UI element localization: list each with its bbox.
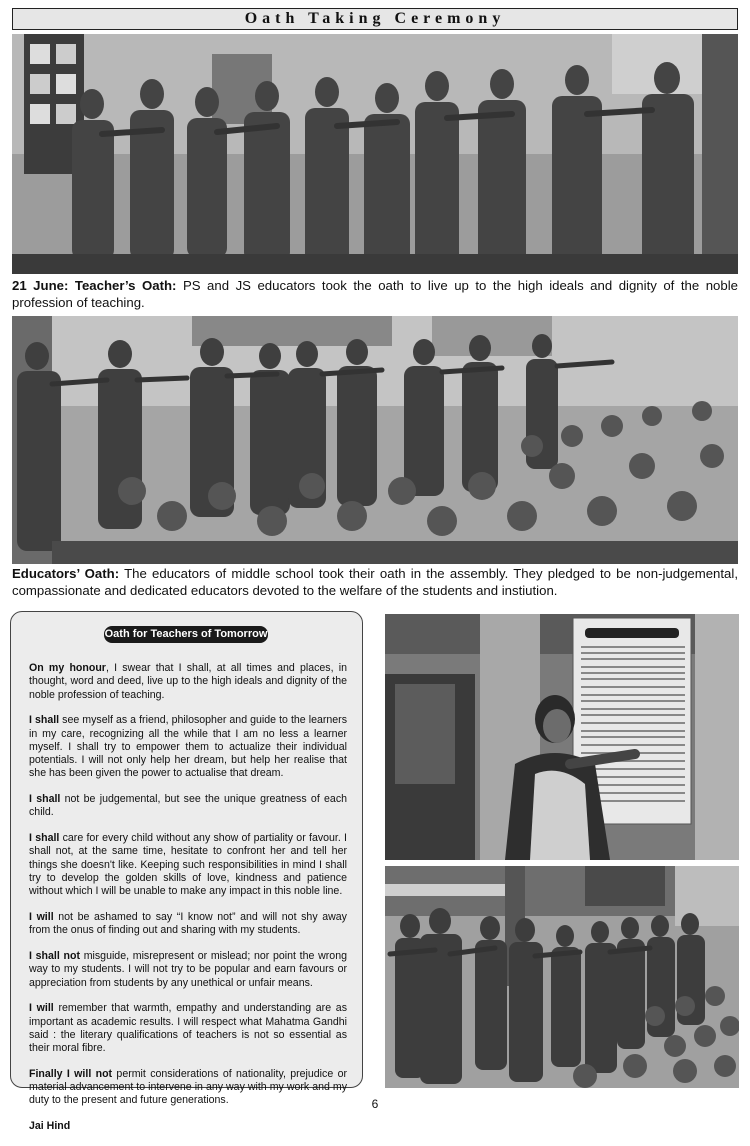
caption-text: PS and JS educators took the oath to live up to the high ideals and dignity of the noble profession of teaching. (12, 278, 738, 310)
oath-paragraph (29, 950, 347, 990)
oath-paragraph (29, 714, 347, 780)
oath-paragraph (29, 662, 347, 702)
oath-lead: I shall (29, 714, 60, 727)
teachers-oath-photo (12, 34, 738, 274)
oath-text: , I swear that I shall, at all times and places, in thought, word and deed, live up to the high ideals and dignity of the noble profession of teaching. (29, 662, 347, 701)
oath-lead: I will (29, 1002, 54, 1015)
group-oath-hall-photo (385, 866, 739, 1088)
oath-lead: I shall (29, 832, 60, 845)
oath-closing (29, 1120, 347, 1133)
oath-text: permit considerations of nationality, prejudice or material advancement to intervene in any way with my work and my duty to the present and future generations. (29, 1067, 347, 1107)
caption-lead: Educators’ Oath: (12, 566, 120, 581)
oath-text: remember that warmth, empathy and understanding are as important as academic results. I will respect what Mahatma Gandhi said : the literary qualifications of teachers is not so essential as their moral fibre. (29, 1002, 347, 1055)
oath-text: care for every child without any show of partiality or favour. I shall not, at the same time, hesitate to confront her and tell her things she doesn't like. Keeping such responsibilities in mind I shall try to develop the golden skills of love, kindness and patience without which I will be unable to make any impact in this noble line. (29, 832, 348, 898)
teacher-reading-oath-photo (385, 614, 739, 860)
oath-paragraph (29, 1002, 347, 1055)
oath-text: not be ashamed to say “I know not” and will not shy away from the onus of finding out and sharing with my students. (29, 911, 347, 937)
educators-oath-caption (12, 566, 738, 599)
oath-text: not be judgemental, but see the unique greatness of each child. (29, 793, 348, 819)
oath-lead: I shall not (29, 950, 80, 962)
oath-text: misguide, misrepresent or mislead; nor point the wrong way to my students. I will not try to be popular and earn favours or appreciation from students by any unethical or unfair means. (29, 950, 347, 989)
oath-lead: I shall (29, 793, 61, 806)
oath-lead: I will (29, 911, 54, 924)
oath-box (10, 611, 363, 1133)
page-title: Oath Taking Ceremony (12, 8, 738, 30)
teachers-oath-caption (12, 278, 738, 311)
oath-body (29, 662, 347, 1146)
oath-text: see myself as a friend, philosopher and guide to the learners in my care, recognizing all the while that I am no less a learner myself. I shall try to empower them to actualize their individual potentials. I will not only help her dream, but help her realise that she has been given the power to actualise that dream. (29, 714, 348, 780)
oath-paragraph (29, 911, 347, 938)
page-number: 6 (371, 1097, 379, 1111)
caption-lead: 21 June: Teacher’s Oath: (12, 278, 177, 293)
oath-lead: On my honour (29, 662, 106, 674)
oath-paragraph (29, 832, 347, 898)
educators-oath-photo (12, 316, 738, 564)
oath-lead: Finally I will not (29, 1067, 113, 1080)
oath-closing-text: Jai Hind (29, 1120, 71, 1133)
oath-title: Oath for Teachers of Tomorrow (104, 626, 268, 643)
oath-paragraph (29, 793, 347, 820)
caption-text: The educators of middle school took their oath in the assembly. They pledged to be non-judgemental, compassionate and dedicated educators devoted to the welfare of the students and instiution. (12, 566, 738, 598)
